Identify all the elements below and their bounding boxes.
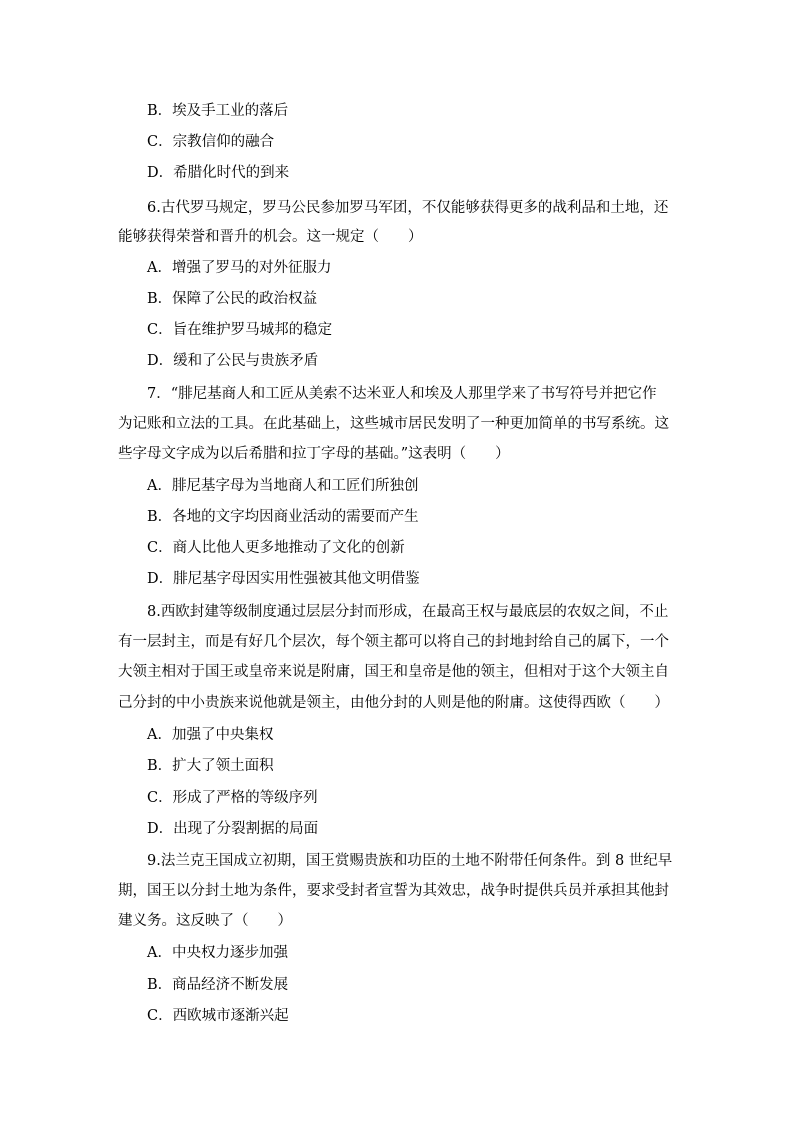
question-7-stem-line-1: 7．“腓尼基商人和工匠从美索不达米亚人和埃及人那里学来了书写符号并把它作 [147, 386, 657, 402]
question-8-option-a: A．加强了中央集权 [147, 727, 274, 743]
question-8-option-b: B．扩大了领土面积 [147, 758, 274, 774]
question-9-option-a: A．中央权力逐步加强 [147, 945, 288, 961]
question-7-option-c: C．商人比他人更多地推动了文化的创新 [147, 540, 405, 556]
question-7-stem-line-2: 为记账和立法的工具。在此基础上，这些城市居民发明了一种更加简单的书写系统。这 [118, 416, 669, 432]
question-6-stem-line-2: 能够获得荣誉和晋升的机会。这一规定（ ） [118, 229, 423, 245]
question-7-option-b: B．各地的文字均因商业活动的需要而产生 [147, 509, 419, 525]
question-9-stem-line-1: 9.法兰克王国成立初期，国王赏赐贵族和功臣的土地不附带任何条件。到 8 世纪早 [147, 853, 673, 869]
question-6-stem-line-1: 6.古代罗马规定，罗马公民参加罗马军团，不仅能够获得更多的战利品和土地，还 [147, 200, 669, 216]
question-6-option-b: B．保障了公民的政治权益 [147, 291, 318, 307]
question-8-option-d: D．出现了分裂割据的局面 [147, 821, 319, 837]
question-7-stem-line-3: 些字母文字成为以后希腊和拉丁字母的基础。”这表明（ ） [118, 446, 510, 462]
question-9-stem-line-3: 建义务。这反映了（ ） [118, 913, 292, 929]
question-9-option-c: C．西欧城市逐渐兴起 [147, 1008, 289, 1024]
question-7-option-a: A．腓尼基字母为当地商人和工匠们所独创 [147, 478, 419, 494]
option-c: C．宗教信仰的融合 [147, 134, 275, 150]
question-8-option-c: C．形成了严格的等级序列 [147, 790, 318, 806]
question-9-option-b: B．商品经济不断发展 [147, 977, 289, 993]
question-8-stem-line-2: 有一层封主，而是有好几个层次，每个领主都可以将自己的封地封给自己的属下，一个 [118, 634, 669, 650]
option-b: B．埃及手工业的落后 [147, 103, 289, 119]
question-8-stem-line-4: 己分封的中小贵族来说他就是领主，由他分封的人则是他的附庸。这使得西欧（ ） [118, 695, 669, 711]
question-6-option-c: C．旨在维护罗马城邦的稳定 [147, 322, 333, 338]
question-8-stem-line-3: 大领主相对于国王或皇帝来说是附庸，国王和皇帝是他的领主，但相对于这个大领主自 [118, 664, 669, 680]
question-7-option-d: D．腓尼基字母因实用性强被其他文明借鉴 [147, 571, 420, 587]
question-8-stem-line-1: 8.西欧封建等级制度通过层层分封而形成，在最高王权与最底层的农奴之间，不止 [147, 604, 669, 620]
question-6-option-d: D．缓和了公民与贵族矛盾 [147, 353, 319, 369]
option-d: D．希腊化时代的到来 [147, 165, 290, 181]
question-6-option-a: A．增强了罗马的对外征服力 [147, 260, 332, 276]
question-9-stem-line-2: 期，国王以分封土地为条件，要求受封者宣誓为其效忠，战争时提供兵员并承担其他封 [118, 883, 669, 899]
